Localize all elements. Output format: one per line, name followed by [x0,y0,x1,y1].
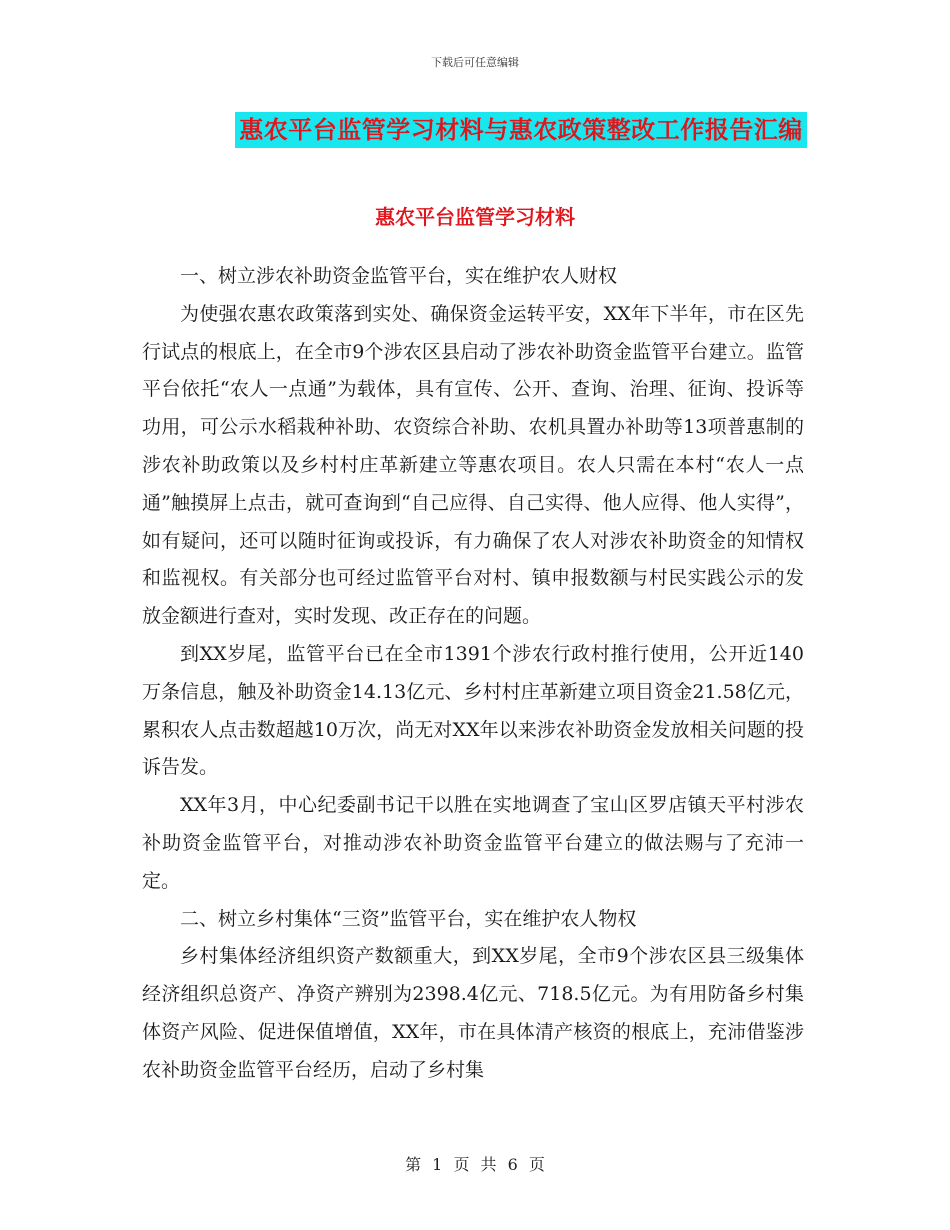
paragraph: 乡村集体经济组织资产数额重大，到XX岁尾，全市9个涉农区县三级集体经济组织总资产、净资产辨别为2398.4亿元、718.5亿元。为有用防备乡村集体资产风险、促进保值增值，XX年，市在具体清产核资的根底上，充沛借鉴涉农补助资金监管平台经历，启动了乡村集 [142,945,804,1081]
document-title-container [0,112,950,148]
paragraph-heading-1: 一、树立涉农补助资金监管平台，实在维护农人财权 [180,265,618,287]
paragraph-heading-2: 二、树立乡村集体“三资”监管平台，实在维护农人物权 [180,907,637,930]
document-title: 惠农平台监管学习材料与惠农政策整改工作报告汇编 [235,112,807,148]
paragraph: XX年3月，中心纪委副书记干以胜在实地调查了宝山区罗店镇天平村涉农补助资金监管平台，对推动涉农补助资金监管平台建立的做法赐与了充沛一定。 [142,794,804,892]
section-title: 惠农平台监管学习材料 [375,205,575,229]
document-body [142,220,804,1090]
page-number: 第 1 页 共 6 页 [405,1155,545,1174]
header-note: 下载后可任意编辑 [431,56,519,69]
paragraph: 到XX岁尾，监管平台已在全市1391个涉农行政村推行使用，公开近140万条信息，触及补助资金14.13亿元、乡村村庄革新建立项目资金21.58亿元，累积农人点击数超越10万次，尚无对XX年以来涉农补助资金发放相关问题的投诉告发。 [142,642,804,779]
paragraph: 为使强农惠农政策落到实处、确保资金运转平安，XX年下半年，市在区先行试点的根底上，在全市9个涉农区县启动了涉农补助资金监管平台建立。监管平台依托“农人一点通”为载体，具有宣传、公开、查询、治理、征询、投诉等功用，可公示水稻栽种补助、农资综合补助、农机具置办补助等13项普惠制的涉农补助政策以及乡村村庄革新建立等惠农项目。农人只需在本村“农人一点通”触摸屏上点击，就可查询到“自己应得、自己实得、他人应得、他人实得”，如有疑问，还可以随时征询或投诉，有力确保了农人对涉农补助资金的知情权和监视权。有关部分也可经过监管平台对村、镇申报数额与村民实践公示的发放金额进行查对，实时发现、改正存在的问题。 [142,302,804,628]
